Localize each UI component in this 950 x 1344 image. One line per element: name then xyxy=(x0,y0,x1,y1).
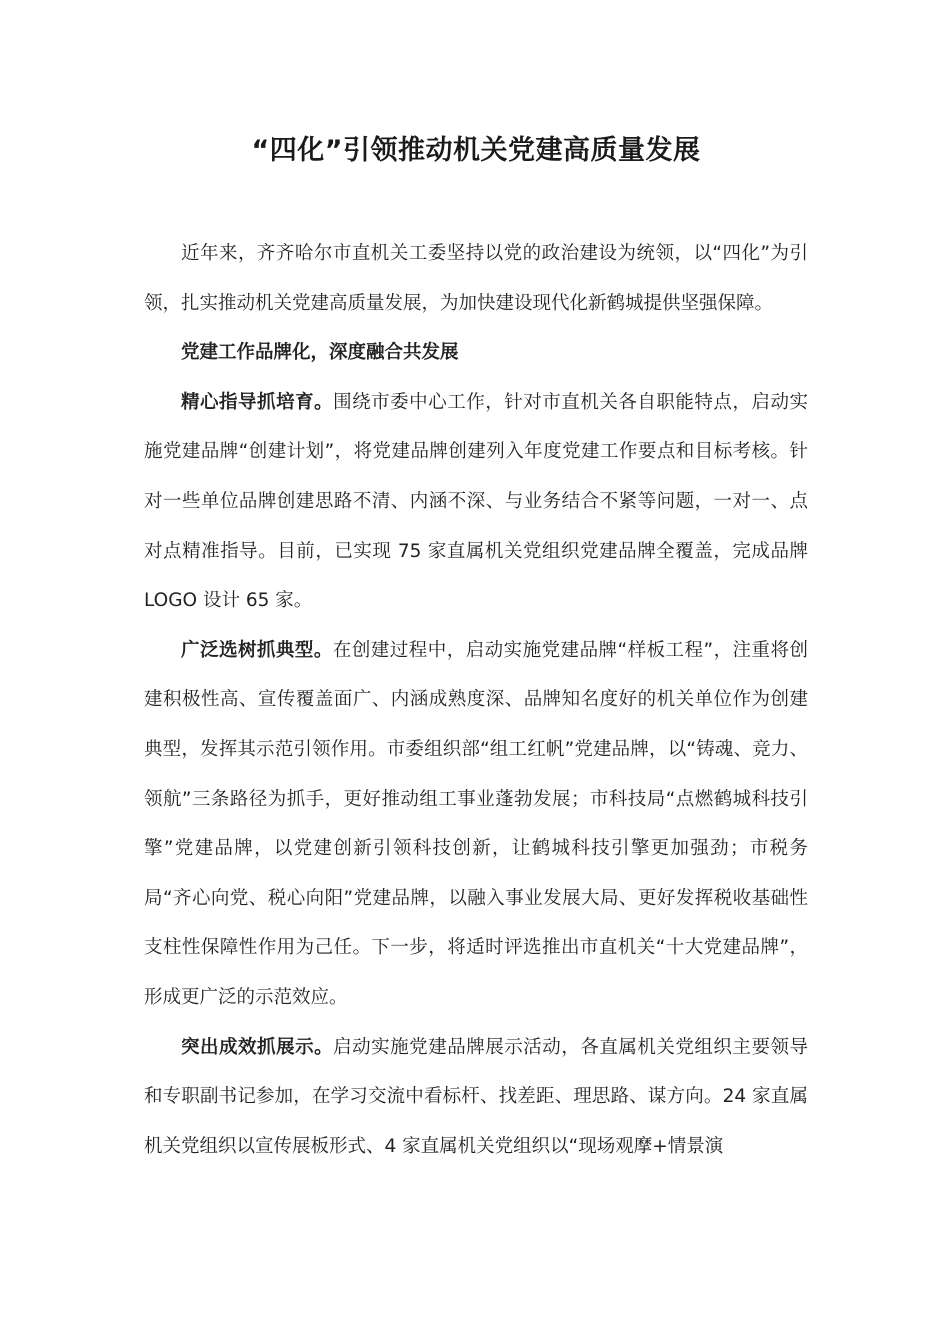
paragraph-text: 启动实施党建品牌展示活动，各直属机关党组织主要领导和专职副书记参加，在学习交流中看标杆、找差距、理思路、谋方向。24 家直属机关党组织以宣传展板形式、4 家直属机关党组织以“现场观摩+情景演 xyxy=(144,1036,808,1157)
paragraph-text: 围绕市委中心工作，针对市直机关各自职能特点，启动实施党建品牌“创建计划”，将党建品牌创建列入年度党建工作要点和目标考核。针对一些单位品牌创建思路不清、内涵不深、与业务结合不紧等问题，一对一、点对点精准指导。目前，已实现 75 家直属机关党组织党建品牌全覆盖，完成品牌 LOGO 设计 65 家。 xyxy=(144,391,808,612)
section-heading: 党建工作品牌化，深度融合共发展 xyxy=(181,342,459,364)
document-title: “四化”引领推动机关党建高质量发展 xyxy=(251,135,701,166)
paragraph-text: 在创建过程中，启动实施党建品牌“样板工程”，注重将创建积极性高、宣传覆盖面广、内涵成熟度深、品牌知名度好的机关单位作为创建典型，发挥其示范引领作用。市委组织部“组工红帆”党建品牌，以“铸魂、竞力、领航”三条路径为抓手，更好推动组工事业蓬勃发展；市科技局“点燃鹤城科技引擎”党建品牌，以党建创新引领科技创新，让鹤城科技引擎更加强劲；市税务局“齐心向党、税心向阳”党建品牌，以融入事业发展大局、更好发挥税收基础性支柱性保障性作用为己任。下一步，将适时评选推出市直机关“十大党建品牌”，形成更广泛的示范效应。 xyxy=(144,639,808,1008)
paragraph-guidance xyxy=(144,378,808,626)
document-body xyxy=(144,229,808,1171)
paragraph-lead: 广泛选树抓典型。 xyxy=(181,639,333,661)
paragraph-showcase xyxy=(144,1023,808,1172)
paragraph-lead: 突出成效抓展示。 xyxy=(181,1036,334,1058)
intro-paragraph: 近年来，齐齐哈尔市直机关工委坚持以党的政治建设为统领，以“四化”为引领，扎实推动机关党建高质量发展，为加快建设现代化新鹤城提供坚强保障。 xyxy=(144,243,808,314)
paragraph-typical xyxy=(144,626,808,1023)
paragraph-lead: 精心指导抓培育。 xyxy=(181,391,334,413)
